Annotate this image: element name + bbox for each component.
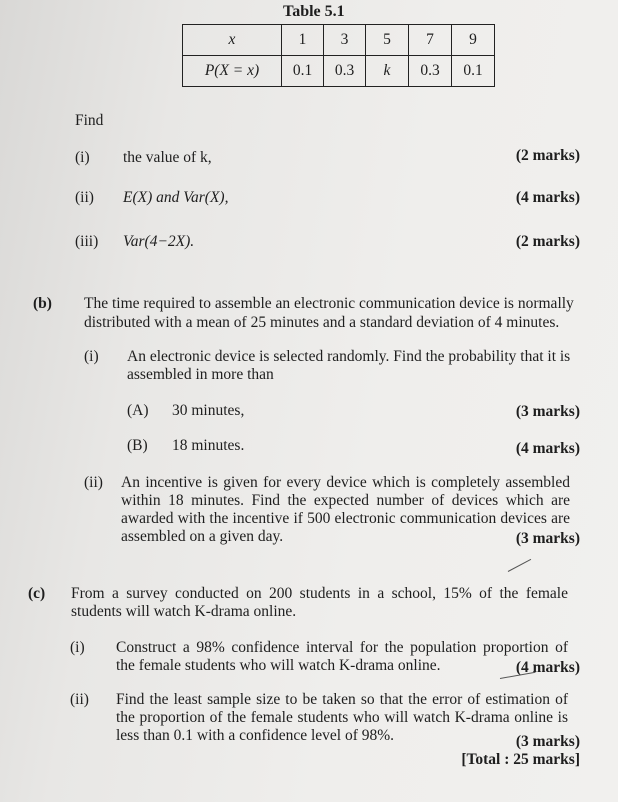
question-text: 30 minutes, bbox=[172, 402, 245, 419]
paragraph-line: awarded with the incentive if 500 electronic communication devices are bbox=[121, 510, 570, 527]
paragraph-line: less than 0.1 with a confidence level of 98%. bbox=[116, 727, 395, 744]
item-number: (ii) bbox=[70, 691, 89, 708]
x-value: 9 bbox=[452, 25, 495, 56]
p-value: 0.1 bbox=[452, 56, 495, 87]
x-value: 1 bbox=[282, 25, 324, 56]
p-value: 0.3 bbox=[409, 56, 452, 87]
item-number: (i) bbox=[84, 348, 99, 365]
paragraph-line: the proportion of the female students who will watch K-drama online is bbox=[116, 709, 568, 726]
x-value: 7 bbox=[409, 25, 452, 56]
question-text: the value of k, bbox=[123, 149, 212, 166]
paragraph-line: An incentive is given for every device which is completely assembled bbox=[121, 474, 570, 491]
question-text: Var(4−2X). bbox=[123, 233, 195, 250]
paragraph-line: students will watch K-drama online. bbox=[71, 603, 297, 620]
item-number: (B) bbox=[127, 437, 148, 454]
paragraph-line: assembled in more than bbox=[127, 366, 274, 383]
part-label: (b) bbox=[33, 295, 52, 312]
item-number: (i) bbox=[75, 149, 90, 166]
paragraph-line: The time required to assemble an electronic communication device is normally bbox=[84, 295, 574, 312]
marks-label: (3 marks) bbox=[515, 733, 580, 750]
paragraph-line: Construct a 98% confidence interval for the population proportion of bbox=[116, 639, 568, 656]
total-marks: [Total : 25 marks] bbox=[461, 751, 580, 768]
marks-label: (3 marks) bbox=[515, 530, 580, 547]
question-text: 18 minutes. bbox=[172, 437, 245, 454]
table-caption: Table 5.1 bbox=[283, 3, 345, 20]
marks-label: (4 marks) bbox=[515, 440, 580, 457]
row-label-p: P(X = x) bbox=[183, 56, 282, 87]
row-label-x: x bbox=[183, 25, 282, 56]
item-number: (i) bbox=[70, 639, 85, 656]
paragraph-line: An electronic device is selected randomly. Find the probability that it is bbox=[127, 348, 571, 365]
marks-label: (2 marks) bbox=[515, 233, 580, 250]
x-value: 5 bbox=[366, 25, 409, 56]
table-row-p bbox=[183, 56, 495, 87]
marks-label: (3 marks) bbox=[515, 403, 580, 420]
marks-label: (4 marks) bbox=[515, 189, 580, 206]
marks-label: (2 marks) bbox=[515, 147, 580, 164]
item-number: (A) bbox=[127, 402, 149, 419]
x-value: 3 bbox=[324, 25, 366, 56]
item-number: (iii) bbox=[75, 233, 99, 250]
question-text: E(X) and Var(X), bbox=[123, 189, 229, 206]
p-value: 0.3 bbox=[324, 56, 366, 87]
probability-table bbox=[182, 24, 495, 87]
paragraph-line: Find the least sample size to be taken so that the error of estimation of bbox=[116, 691, 568, 708]
find-heading: Find bbox=[75, 112, 104, 129]
marks-label: (4 marks) bbox=[515, 659, 580, 676]
part-label: (c) bbox=[28, 585, 46, 602]
table-row-x bbox=[183, 25, 495, 56]
paragraph-line: within 18 minutes. Find the expected number of devices which are bbox=[121, 492, 570, 509]
p-value: k bbox=[366, 56, 409, 87]
p-value: 0.1 bbox=[282, 56, 324, 87]
item-number: (ii) bbox=[75, 189, 94, 206]
paragraph-line: From a survey conducted on 200 students in a school, 15% of the female bbox=[71, 585, 568, 602]
paragraph-line: the female students who will watch K-drama online. bbox=[116, 657, 441, 674]
pencil-tick-mark bbox=[508, 559, 531, 572]
paragraph-line: distributed with a mean of 25 minutes and a standard deviation of 4 minutes. bbox=[84, 314, 560, 331]
item-number: (ii) bbox=[84, 474, 103, 491]
paragraph-line: assembled on a given day. bbox=[121, 528, 284, 545]
